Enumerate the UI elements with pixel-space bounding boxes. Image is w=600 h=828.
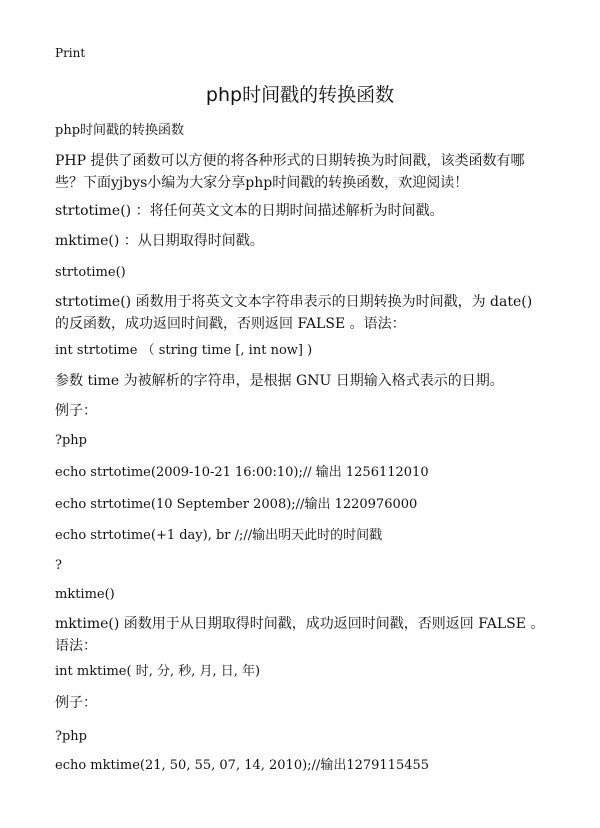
intro-paragraph: PHP 提供了函数可以方便的将各种形式的日期转换为时间戳，该类函数有哪些？下面yjbys小编为大家分享php时间戳的转换函数，欢迎阅读！ <box>55 153 525 191</box>
example-label: 例子： <box>55 403 97 419</box>
strtotime-syntax: int strtotime （ string time [, int now] ) <box>55 343 313 358</box>
code-line: ?php <box>55 729 87 744</box>
example-label: 例子： <box>55 695 97 711</box>
mktime-syntax: int mktime( 时, 分, 秒, 月, 日, 年) <box>55 664 261 679</box>
code-line: echo mktime(21, 50, 55, 07, 14, 2010);//输出1279115455 <box>55 758 430 773</box>
code-line: echo strtotime(2009-10-21 16:00:10);// 输出 1256112010 <box>55 465 429 480</box>
strtotime-summary: strtotime() ：将任何英文文本的日期时间描述解析为时间戳。 <box>55 203 444 219</box>
mktime-summary: mktime() ：从日期取得时间戳。 <box>55 233 264 249</box>
strtotime-description: strtotime() 函数用于将英文文本字符串表示的日期转换为时间戳，为 date() 的反函数，成功返回时间戳，否则返回 FALSE 。语法： <box>55 294 533 332</box>
code-line: echo strtotime(10 September 2008);//输出 1220976000 <box>55 497 418 512</box>
mktime-heading: mktime() <box>55 587 115 602</box>
code-line: ?php <box>55 433 87 448</box>
code-line: ? <box>55 558 62 573</box>
mktime-description: mktime() 函数用于从日期取得时间戳，成功返回时间戳，否则返回 FALSE 。语法： <box>55 616 545 654</box>
code-line: echo strtotime(+1 day), br /;//输出明天此时的时间戳 <box>55 528 383 543</box>
page-title: php时间戳的转换函数 <box>205 84 395 106</box>
parameter-description: 参数 time 为被解析的字符串，是根据 GNU 日期输入格式表示的日期。 <box>55 373 504 389</box>
print-label: Print <box>55 46 86 60</box>
strtotime-heading: strtotime() <box>55 265 126 280</box>
subtitle: php时间戳的转换函数 <box>55 123 185 138</box>
